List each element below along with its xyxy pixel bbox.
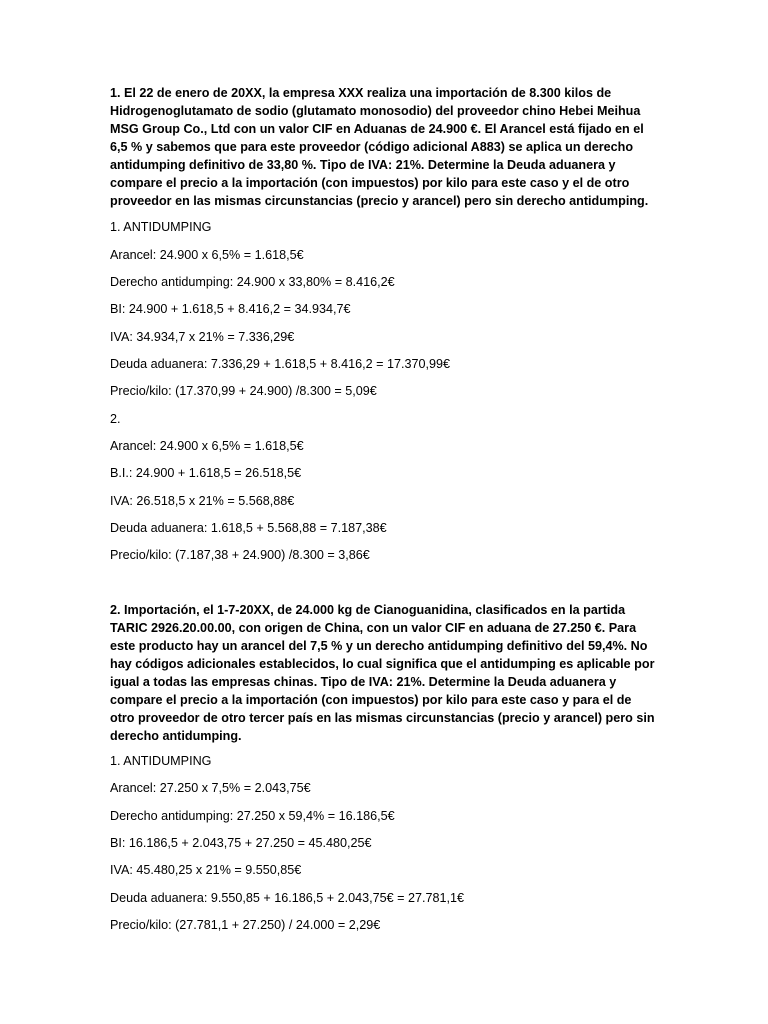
p1-2-arancel: Arancel: 24.900 x 6,5% = 1.618,5€ [110, 439, 304, 453]
p1-deuda-aduanera: Deuda aduanera: 7.336,29 + 1.618,5 + 8.416,2 = 17.370,99€ [110, 357, 450, 371]
p1-2-deuda-aduanera: Deuda aduanera: 1.618,5 + 5.568,88 = 7.187,38€ [110, 521, 387, 535]
p2-precio-kilo: Precio/kilo: (27.781,1 + 27.250) / 24.000 = 2,29€ [110, 918, 381, 932]
p2-deuda-aduanera: Deuda aduanera: 9.550,85 + 16.186,5 + 2.043,75€ = 27.781,1€ [110, 891, 464, 905]
p2-derecho-antidumping: Derecho antidumping: 27.250 x 59,4% = 16.186,5€ [110, 809, 395, 823]
p2-base-imponible: BI: 16.186,5 + 2.043,75 + 27.250 = 45.480,25€ [110, 836, 372, 850]
problem-1-statement: 1. El 22 de enero de 20XX, la empresa XXX realiza una importación de 8.300 kilos de Hidrogenoglutamato de sodio (glutamato monosodio) del proveedor chino Hebei Meihua MSG Group Co., Ltd con un valor CIF en Aduanas de 24.900 €. El Arancel está fijado en el 6,5 % y sabemos que para este proveedor (código adicional A883) se aplica un derecho antidumping definitivo de 33,80 %. Tipo de IVA: 21%. Determine la Deuda aduanera y compare el precio a la importación (con impuestos) por kilo para este caso y el de otro proveedor en las mismas circunstancias (precio y arancel) pero sin derecho antidumping. [110, 86, 649, 208]
p1-heading-antidumping: 1. ANTIDUMPING [110, 220, 212, 234]
p2-iva: IVA: 45.480,25 x 21% = 9.550,85€ [110, 863, 302, 877]
p1-iva: IVA: 34.934,7 x 21% = 7.336,29€ [110, 330, 295, 344]
p1-2-base-imponible: B.I.: 24.900 + 1.618,5 = 26.518,5€ [110, 466, 302, 480]
p1-precio-kilo: Precio/kilo: (17.370,99 + 24.900) /8.300 = 5,09€ [110, 384, 377, 398]
p1-2-precio-kilo: Precio/kilo: (7.187,38 + 24.900) /8.300 = 3,86€ [110, 548, 370, 562]
p1-heading-2: 2. [110, 412, 121, 426]
p2-arancel: Arancel: 27.250 x 7,5% = 2.043,75€ [110, 781, 311, 795]
p1-2-iva: IVA: 26.518,5 x 21% = 5.568,88€ [110, 494, 295, 508]
p1-base-imponible: BI: 24.900 + 1.618,5 + 8.416,2 = 34.934,7€ [110, 302, 351, 316]
problem-2-statement: 2. Importación, el 1-7-20XX, de 24.000 kg de Cianoguanidina, clasificados en la partida TARIC 2926.20.00.00, con origen de China, con un valor CIF en aduana de 27.250 €. Para este producto hay un arancel del 7,5 % y un derecho antidumping definitivo del 59,4%. No hay códigos adicionales establecidos, lo cual significa que el antidumping es aplicable por igual a todas las empresas chinas. Tipo de IVA: 21%. Determine la Deuda aduanera y compare el precio a la importación (con impuestos) por kilo para este caso y para el de otro proveedor de otro tercer país en las mismas circunstancias (precio y arancel) pero sin derecho antidumping. [110, 603, 655, 743]
p1-derecho-antidumping: Derecho antidumping: 24.900 x 33,80% = 8.416,2€ [110, 275, 395, 289]
p1-arancel: Arancel: 24.900 x 6,5% = 1.618,5€ [110, 248, 304, 262]
p2-heading-antidumping: 1. ANTIDUMPING [110, 754, 212, 768]
